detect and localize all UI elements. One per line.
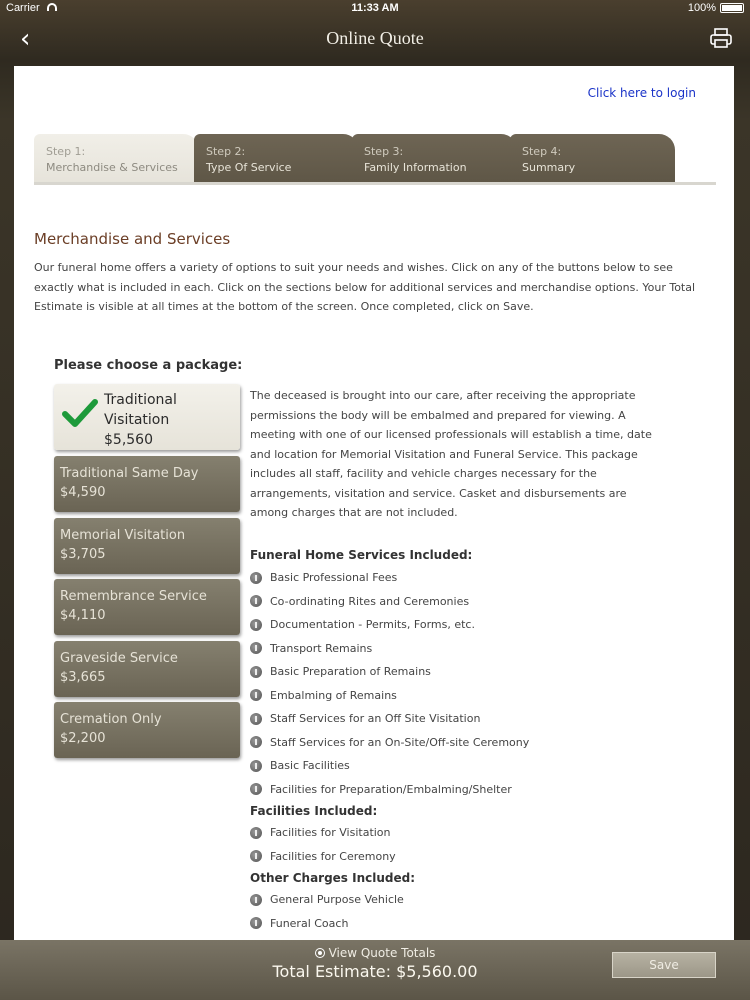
- other-charges-list: [250, 888, 650, 935]
- list-item-label: Staff Services for an On-Site/Off-site Ceremony: [270, 735, 530, 749]
- info-icon: [250, 642, 262, 654]
- list-item-label: Facilities for Ceremony: [270, 849, 396, 863]
- package-description: The deceased is brought into our care, after receiving the appropriate permissions the body will be embalmed and prepared for viewing. A meeting with one of our licensed professionals will establish a time, date and location for Memorial Visitation and Funeral Service. This package includes all staff, facility and vehicle charges necessary for the arrangements, visitation and service. Casket and disbursements are among charges that are not included.: [250, 389, 652, 519]
- list-item-label: General Purpose Vehicle: [270, 893, 404, 907]
- facilities-heading: Facilities Included:: [250, 804, 378, 818]
- package-name: Traditional Visitation: [104, 392, 177, 428]
- section-title: Merchandise and Services: [34, 230, 231, 248]
- services-list: [250, 566, 650, 801]
- list-item[interactable]: [250, 590, 650, 614]
- package-price: $2,200: [60, 731, 106, 746]
- total-estimate: Total Estimate: $5,560.00: [272, 962, 478, 981]
- other-charges-heading: Other Charges Included:: [250, 871, 416, 885]
- tab-step-name: Family Information: [364, 161, 467, 174]
- list-item[interactable]: [250, 778, 650, 802]
- tab-step-2[interactable]: [194, 134, 359, 184]
- list-item-label: Co-ordinating Rites and Ceremonies: [270, 594, 470, 608]
- list-item[interactable]: [250, 566, 650, 590]
- list-item-label: Embalming of Remains: [270, 688, 397, 702]
- login-link[interactable]: Click here to login: [587, 86, 696, 100]
- package-remembrance-service[interactable]: [54, 579, 240, 635]
- package-price: $4,110: [60, 608, 106, 623]
- tabs-divider: [34, 182, 716, 185]
- info-icon: [250, 595, 262, 607]
- list-item[interactable]: [250, 821, 650, 845]
- package-price: $3,705: [60, 546, 106, 562]
- package-memorial-visitation[interactable]: [54, 518, 240, 574]
- list-item[interactable]: [250, 707, 650, 731]
- battery-text: 100%: [687, 2, 716, 14]
- list-item-label: Facilities for Visitation: [270, 826, 391, 840]
- list-item-label: Documentation - Permits, Forms, etc.: [270, 618, 475, 632]
- info-icon: [250, 917, 262, 929]
- tab-step-4[interactable]: [510, 134, 675, 184]
- step-tabs: [34, 134, 716, 186]
- package-price: $4,590: [60, 485, 106, 500]
- save-button[interactable]: Save: [612, 952, 716, 978]
- list-item[interactable]: [250, 845, 650, 869]
- choose-package-label: Please choose a package:: [54, 358, 243, 373]
- package-list: [54, 384, 242, 764]
- list-item[interactable]: [250, 912, 650, 936]
- package-name: Cremation Only: [60, 712, 162, 727]
- checkmark-icon: [62, 398, 98, 428]
- list-item[interactable]: [250, 613, 650, 637]
- battery-indicator: [688, 2, 744, 14]
- radio-icon[interactable]: [315, 948, 325, 958]
- list-item-label: Funeral Coach: [270, 916, 349, 930]
- list-item-label: Staff Services for an Off Site Visitation: [270, 712, 481, 726]
- list-item[interactable]: [250, 684, 650, 708]
- printer-icon[interactable]: [710, 28, 732, 48]
- info-icon: [250, 619, 262, 631]
- services-heading: Funeral Home Services Included:: [250, 548, 473, 562]
- list-item-label: Basic Professional Fees: [270, 571, 398, 585]
- tab-step-number: Step 4:: [522, 145, 562, 158]
- back-chevron-icon[interactable]: ‹: [20, 24, 31, 54]
- carrier-text: Carrier: [6, 2, 40, 14]
- page-title: Online Quote: [326, 28, 424, 48]
- list-item-label: Facilities for Preparation/Embalming/Shelter: [270, 782, 512, 796]
- package-graveside-service[interactable]: [54, 641, 240, 697]
- list-item[interactable]: [250, 888, 650, 912]
- tab-step-name: Merchandise & Services: [46, 161, 178, 174]
- tab-step-name: Summary: [522, 161, 576, 174]
- intro-text: Our funeral home offers a variety of options to suit your needs and wishes. Click on any of the buttons below to see exactly what is included in each. Click on the sections below for additional services and merchandise options. Your Total Estimate is visible at all times at the bottom of the screen. Once completed, click on Save.: [34, 261, 696, 313]
- info-icon: [250, 572, 262, 584]
- info-icon: [250, 736, 262, 748]
- info-icon: [250, 850, 262, 862]
- list-item-label: Basic Preparation of Remains: [270, 665, 431, 679]
- package-name: Remembrance Service: [60, 589, 207, 604]
- info-icon: [250, 783, 262, 795]
- info-icon: [250, 666, 262, 678]
- status-bar: [0, 0, 750, 18]
- battery-icon: [720, 3, 744, 13]
- tab-step-1[interactable]: [34, 134, 199, 184]
- list-item[interactable]: [250, 660, 650, 684]
- package-traditional-same-day[interactable]: [54, 456, 240, 512]
- package-price: $5,560: [104, 432, 153, 448]
- info-icon: [250, 827, 262, 839]
- facilities-list: [250, 821, 650, 868]
- package-price: $3,665: [60, 669, 106, 685]
- info-icon: [250, 689, 262, 701]
- package-name: Memorial Visitation: [60, 527, 186, 543]
- bottom-bar: [0, 940, 750, 1000]
- list-item-label: Transport Remains: [270, 641, 373, 655]
- nav-bar: [0, 18, 750, 62]
- tab-step-number: Step 2:: [206, 145, 246, 158]
- package-cremation-only[interactable]: [54, 702, 240, 758]
- list-item-label: Basic Facilities: [270, 759, 350, 773]
- package-name: Traditional Same Day: [60, 466, 199, 481]
- quote-panel: [14, 66, 734, 940]
- tab-step-3[interactable]: [352, 134, 517, 184]
- list-item[interactable]: [250, 731, 650, 755]
- tab-step-number: Step 1:: [46, 145, 86, 158]
- list-item[interactable]: [250, 637, 650, 661]
- info-icon: [250, 760, 262, 772]
- info-icon: [250, 713, 262, 725]
- package-traditional-visitation[interactable]: [54, 384, 240, 450]
- view-totals-label: View Quote Totals: [328, 946, 436, 960]
- tab-step-number: Step 3:: [364, 145, 404, 158]
- package-name: Graveside Service: [60, 650, 178, 666]
- list-item[interactable]: [250, 754, 650, 778]
- status-time: 11:33 AM: [351, 2, 399, 14]
- tab-step-name: Type Of Service: [206, 161, 292, 174]
- info-icon: [250, 894, 262, 906]
